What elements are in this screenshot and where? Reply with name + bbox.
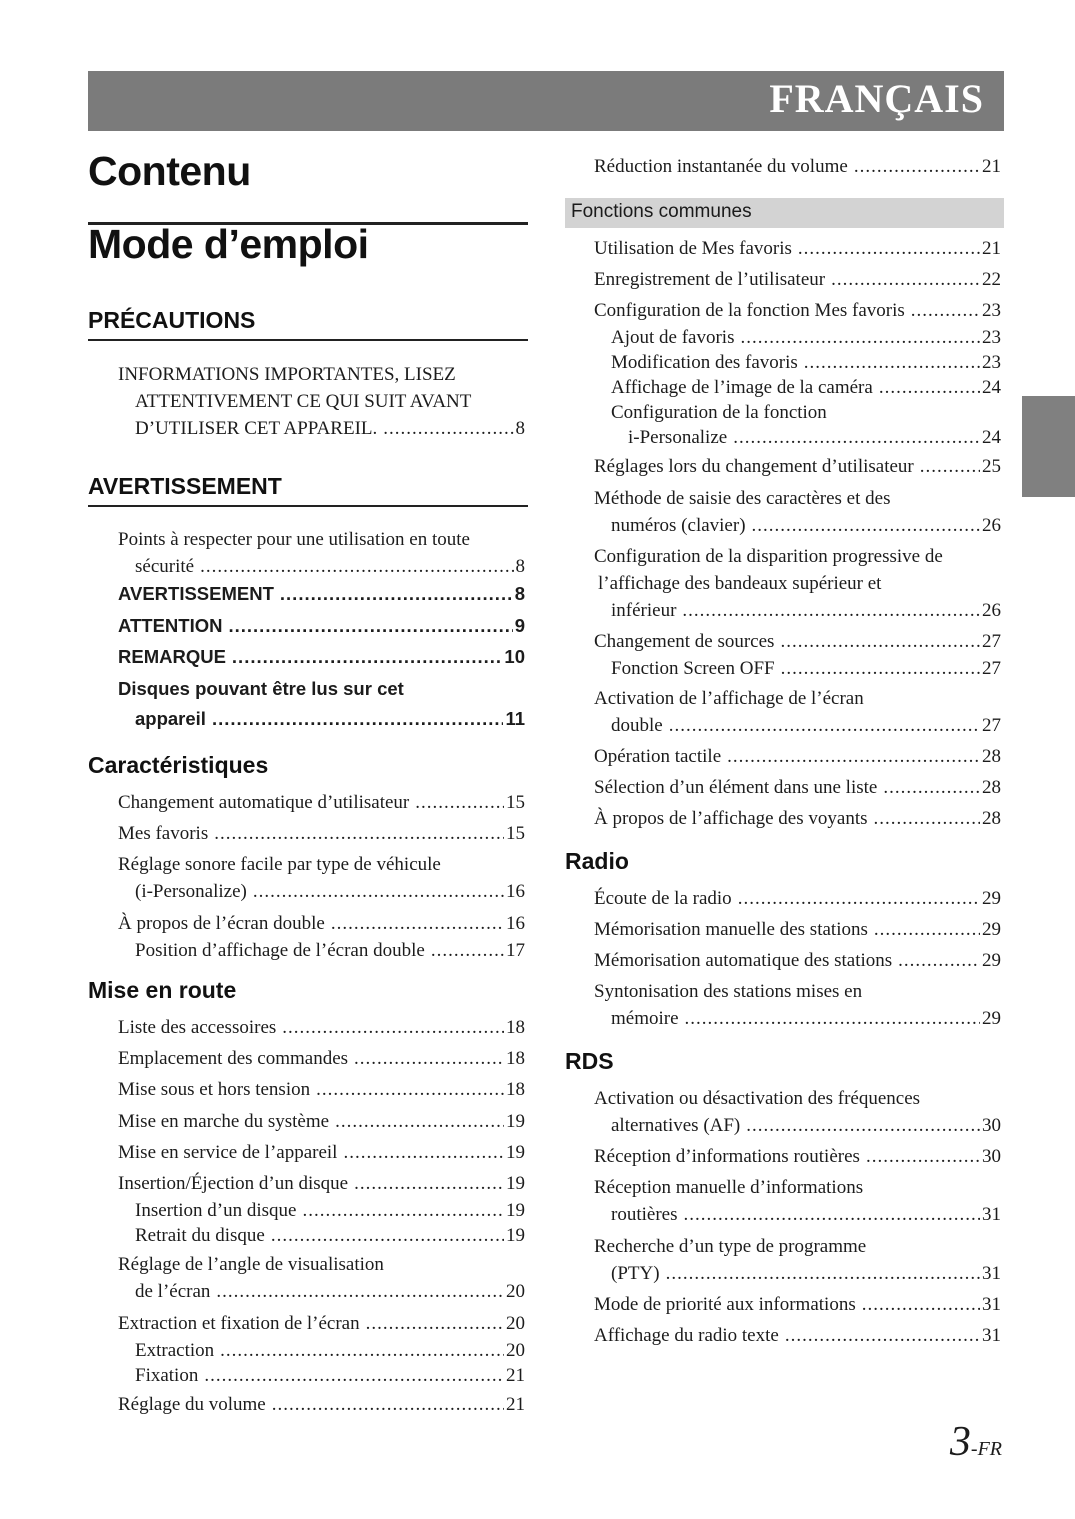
toc-entry[interactable] [611,1113,1001,1139]
toc-entry[interactable] [118,1311,525,1337]
leader-dots [200,554,513,580]
toc-entry-text: Recherche d’un type de programme [594,1236,867,1257]
page-number-suffix: -FR [970,1438,1002,1460]
toc-entry-text: Mise en marche du système [118,1111,330,1132]
toc-page-number: 28 [982,777,1001,798]
toc-entry[interactable] [594,298,1001,324]
toc-page-number: 9 [514,615,525,636]
toc-entry[interactable] [594,917,1001,943]
leader-dots [866,1144,980,1170]
leader-dots [733,425,980,451]
section-heading-avertissement: AVERTISSEMENT [88,473,282,499]
leader-dots [666,1261,980,1287]
page-subtitle: Mode d’emploi [88,221,369,267]
toc-page-number: 20 [506,1340,525,1361]
toc-entry[interactable] [611,598,1001,624]
toc-entry-text: Insertion d’un disque [135,1200,297,1221]
leader-dots [272,1392,504,1418]
leader-dots [282,1015,504,1041]
toc-page-number: 29 [982,919,1001,940]
toc-entry[interactable] [135,554,525,580]
leader-dots [898,948,980,974]
toc-entry-text: alternatives (AF) [611,1115,741,1136]
toc-entry-text: inférieur [611,600,677,621]
toc-entry[interactable] [594,154,1001,180]
leader-dots [669,713,980,739]
toc-entry-text: Syntonisation des stations mises en [594,981,863,1002]
leader-dots [781,656,980,682]
toc-entry-text: Position d’affichage de l’écran double [135,940,425,961]
toc-entry-text: Mes favoris [118,823,209,844]
toc-entry-text: Écoute de la radio [594,888,732,909]
toc-page-number: 26 [982,515,1001,536]
toc-page-number: 19 [506,1200,525,1221]
toc-page-number: 27 [982,631,1001,652]
toc-entry-text: Réglage sonore facile par type de véhicule [118,854,441,875]
toc-entry[interactable] [118,790,525,816]
toc-page-number: 27 [982,715,1001,736]
leader-dots [683,1202,980,1228]
toc-entry-text: Réglage du volume [118,1394,266,1415]
toc-page-number: 8 [515,556,525,577]
toc-entry[interactable] [135,1198,525,1224]
toc-page-number: 29 [982,1008,1001,1029]
section-divider [88,505,528,507]
leader-dots [785,1323,980,1349]
toc-page-number: 19 [506,1225,525,1246]
toc-entry-text: D’UTILISER CET APPAREIL. [135,418,378,439]
toc-entry[interactable] [594,236,1001,262]
leader-dots [804,350,980,376]
leader-dots [685,1006,980,1032]
toc-entry-text: Mode de priorité aux informations [594,1294,856,1315]
toc-entry-text: INFORMATIONS IMPORTANTES, LISEZ [118,364,456,385]
leader-dots [415,790,504,816]
toc-entry-text: Réception manuelle d’informations [594,1177,864,1198]
section-heading-precautions: PRÉCAUTIONS [88,307,256,333]
leader-dots [738,886,980,912]
toc-page-number: 8 [514,583,525,604]
toc-entry-text: Mémorisation automatique des stations [594,950,893,971]
page-number [950,1418,1002,1466]
toc-entry[interactable] [118,613,525,639]
toc-entry[interactable] [118,1171,525,1197]
toc-entry-text: Mémorisation manuelle des stations [594,919,868,940]
toc-entry[interactable] [135,938,525,964]
toc-entry[interactable] [594,744,1001,770]
toc-entry[interactable] [594,629,1001,655]
leader-dots [862,1292,980,1318]
toc-entry-text: Extraction [135,1340,215,1361]
toc-page-number: 28 [982,746,1001,767]
toc-entry-text: Activation ou désactivation des fréquences [594,1088,921,1109]
toc-entry[interactable] [118,1077,525,1103]
toc-entry-text: Sélection d’un élément dans une liste [594,777,878,798]
toc-page-number: 10 [504,646,525,667]
section-divider [88,339,528,341]
toc-page-number: 8 [515,418,525,439]
toc-entry-text: Configuration de la fonction [611,402,827,423]
toc-entry-text: Retrait du disque [135,1225,265,1246]
toc-page-number: 18 [506,1079,525,1100]
toc-entry[interactable] [118,1392,525,1418]
toc-page-number: 22 [982,269,1001,290]
toc-page-number: 20 [506,1281,525,1302]
toc-entry[interactable] [611,375,1001,401]
toc-entry[interactable] [135,1279,525,1305]
toc-entry[interactable] [135,1338,525,1364]
leader-dots [746,1113,980,1139]
toc-page-number: 26 [982,600,1001,621]
toc-entry-text: Méthode de saisie des caractères et des [594,488,891,509]
toc-page-number: 31 [982,1263,1001,1284]
toc-entry[interactable] [594,775,1001,801]
toc-entry-text: Fixation [135,1365,199,1386]
leader-dots [874,806,981,832]
toc-entry-text: Mise en service de l’appareil [118,1142,338,1163]
toc-entry-text: Fonction Screen OFF [611,658,775,679]
leader-dots [204,1363,504,1389]
toc-page-number: 23 [982,300,1001,321]
section-heading-rds: RDS [565,1048,614,1074]
toc-entry-text: Affichage de l’image de la caméra [611,377,873,398]
toc-entry[interactable] [118,1109,525,1135]
toc-entry-text: numéros (clavier) [611,515,746,536]
toc-page-number: 18 [506,1017,525,1038]
toc-entry[interactable] [118,1046,525,1072]
section-heading-fonctions-communes: Fonctions communes [571,201,752,222]
leader-dots [911,298,980,324]
toc-entry-text: Réduction instantanée du volume [594,156,848,177]
leader-dots [780,629,980,655]
toc-entry-text: Mise sous et hors tension [118,1079,311,1100]
toc-page-number: 25 [982,456,1001,477]
leader-dots [212,706,503,732]
leader-dots [831,267,980,293]
leader-dots [216,1279,504,1305]
language-banner [88,71,1004,131]
toc-entry-text: sécurité [135,556,195,577]
toc-entry-text: de l’écran [135,1281,211,1302]
toc-page-number: 16 [506,881,525,902]
toc-entry-text: Réglages lors du changement d’utilisateur [594,456,914,477]
toc-entry-text: Opération tactile [594,746,722,767]
toc-entry-text: Réglage de l’angle de visualisation [118,1254,384,1275]
section-heading-caracteristiques: Caractéristiques [88,752,269,778]
leader-dots [883,775,980,801]
toc-page-number: 29 [982,888,1001,909]
toc-entry[interactable] [118,911,525,937]
toc-entry[interactable] [594,806,1001,832]
toc-page-number: 21 [982,156,1001,177]
toc-entry-text: Ajout de favoris [611,327,735,348]
toc-entry-text: Affichage du radio texte [594,1325,779,1346]
toc-page-number: 21 [506,1394,525,1415]
toc-entry-text: Disques pouvant être lus sur cet [118,678,404,699]
section-heading-radio: Radio [565,848,629,874]
toc-entry[interactable] [594,1144,1001,1170]
toc-entry-text: Changement automatique d’utilisateur [118,792,410,813]
toc-entry-text: double [611,715,663,736]
toc-page-number: 31 [982,1204,1001,1225]
toc-page-number: 23 [982,327,1001,348]
leader-dots [232,644,503,670]
toc-entry[interactable] [118,821,525,847]
toc-entry[interactable] [594,886,1001,912]
toc-entry-text: Réception d’informations routières [594,1146,860,1167]
toc-entry-text: Configuration de la disparition progressive de [594,546,943,567]
toc-entry-text: routières [611,1204,678,1225]
leader-dots [335,1109,504,1135]
toc-page-number: 17 [506,940,525,961]
section-side-tab [1022,396,1075,497]
toc-page-number: 28 [982,808,1001,829]
toc-entry[interactable] [118,1140,525,1166]
toc-entry-text: ATTENTIVEMENT CE QUI SUIT AVANT [135,391,472,412]
toc-entry[interactable] [611,1006,1001,1032]
toc-entry[interactable] [594,948,1001,974]
leader-dots [366,1311,504,1337]
leader-dots [727,744,980,770]
toc-entry[interactable] [611,1202,1001,1228]
toc-entry-text: Extraction et fixation de l’écran [118,1313,360,1334]
leader-dots [354,1171,504,1197]
toc-page-number: 31 [982,1294,1001,1315]
leader-dots [343,1140,504,1166]
toc-page-number: 18 [506,1048,525,1069]
toc-entry[interactable] [135,706,525,732]
toc-entry-text: Changement de sources [594,631,775,652]
toc-entry-text: appareil [135,708,206,729]
toc-entry[interactable] [611,350,1001,376]
section-heading-mise-en-route: Mise en route [88,977,237,1003]
toc-entry[interactable] [594,1292,1001,1318]
toc-page-number: 31 [982,1325,1001,1346]
toc-entry-text: Modification des favoris [611,352,798,373]
toc-entry[interactable] [135,1223,525,1249]
toc-entry-text: AVERTISSEMENT [118,583,274,604]
toc-entry[interactable] [611,513,1001,539]
toc-entry-text: Enregistrement de l’utilisateur [594,269,826,290]
leader-dots [220,1338,504,1364]
leader-dots [431,938,504,964]
toc-entry-text: Activation de l’affichage de l’écran [594,688,864,709]
toc-page-number: 30 [982,1146,1001,1167]
toc-entry-text: i-Personalize [628,427,728,448]
toc-page-number: 24 [982,377,1001,398]
leader-dots [682,598,980,624]
toc-page-number: 11 [505,708,525,729]
leader-dots [331,911,504,937]
toc-entry[interactable] [628,425,1001,451]
toc-page-number: 21 [982,238,1001,259]
toc-entry-text: Points à respecter pour une utilisation en toute [118,529,470,550]
toc-page-number: 27 [982,658,1001,679]
page-number-value: 3 [949,1419,971,1465]
toc-entry-text: Utilisation de Mes favoris [594,238,792,259]
toc-entry[interactable] [611,325,1001,351]
leader-dots [383,416,513,442]
toc-page-number: 20 [506,1313,525,1334]
leader-dots [854,154,980,180]
toc-page-number: 23 [982,352,1001,373]
leader-dots [302,1198,504,1224]
leader-dots [798,236,980,262]
toc-entry[interactable] [118,581,525,607]
toc-entry[interactable] [594,454,1001,480]
language-title: FRANÇAIS [769,76,984,121]
toc-entry[interactable] [611,656,1001,682]
leader-dots [316,1077,504,1103]
toc-page-number: 24 [982,427,1001,448]
toc-page-number: 16 [506,913,525,934]
toc-entry[interactable] [611,1261,1001,1287]
toc-page-number: 15 [506,792,525,813]
toc-entry[interactable] [135,416,525,442]
toc-page-number: 29 [982,950,1001,971]
toc-entry-text: Configuration de la fonction Mes favoris [594,300,905,321]
leader-dots [253,879,504,905]
toc-entry-text: Emplacement des commandes [118,1048,349,1069]
toc-entry[interactable] [611,713,1001,739]
page-title: Contenu [88,148,251,194]
toc-page-number: 19 [506,1173,525,1194]
leader-dots [740,325,980,351]
subsection-band [565,198,1004,228]
leader-dots [228,613,512,639]
toc-entry-text: À propos de l’écran double [118,913,325,934]
toc-entry-text: l’affichage des bandeaux supérieur et [598,573,882,594]
toc-entry-text: Liste des accessoires [118,1017,277,1038]
toc-page-number: 30 [982,1115,1001,1136]
leader-dots [280,581,513,607]
toc-entry-text: (PTY) [611,1263,660,1284]
toc-entry-text: À propos de l’affichage des voyants [594,808,868,829]
toc-entry-text: Insertion/Éjection d’un disque [118,1173,349,1194]
toc-page-number: 21 [506,1365,525,1386]
toc-entry[interactable] [118,644,525,670]
toc-entry-text: ATTENTION [118,615,223,636]
toc-entry[interactable] [594,267,1001,293]
leader-dots [920,454,980,480]
toc-entry-text: REMARQUE [118,646,226,667]
leader-dots [752,513,980,539]
toc-page-number: 19 [506,1142,525,1163]
toc-entry[interactable] [118,1015,525,1041]
leader-dots [214,821,504,847]
toc-entry[interactable] [135,1363,525,1389]
leader-dots [354,1046,504,1072]
toc-entry-text: mémoire [611,1008,679,1029]
toc-page-number: 15 [506,823,525,844]
leader-dots [271,1223,504,1249]
toc-entry[interactable] [135,879,525,905]
leader-dots [879,375,980,401]
toc-entry[interactable] [594,1323,1001,1349]
leader-dots [874,917,980,943]
toc-page-number: 19 [506,1111,525,1132]
toc-entry-text: (i-Personalize) [135,881,247,902]
